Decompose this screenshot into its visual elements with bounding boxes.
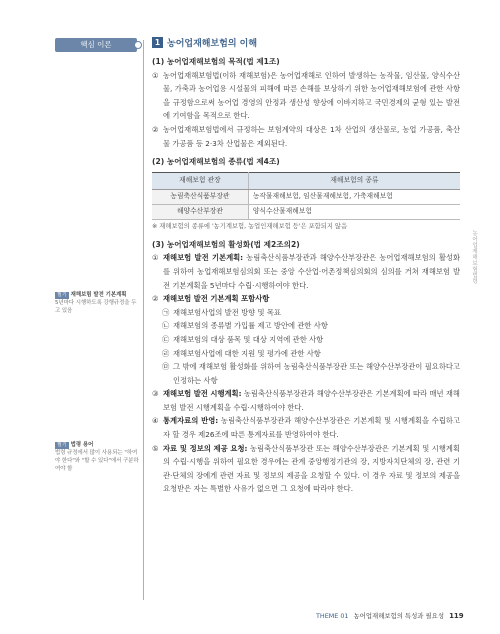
item-marker: ㉡ [162, 321, 170, 331]
footer-theme: THEME 01 [316, 612, 349, 620]
note-body: 5년마다 시행하도록 강행규정을 두고 있음 [55, 300, 137, 314]
table-row [152, 204, 460, 219]
table-cell: 해양수산부장관 [152, 204, 248, 219]
paragraph [152, 387, 460, 414]
table-note: ※ 재해보험의 종류에 '농기계보험, 농업인재해보험 등'은 포함되지 않음 [152, 222, 348, 230]
list-item [162, 319, 460, 333]
item-marker: ② [152, 124, 159, 134]
paragraph [152, 251, 460, 292]
paragraph [152, 292, 460, 306]
table-cell: 농림축산식품부장관 [152, 189, 248, 204]
table-header: 재해보험 관장 [152, 172, 248, 189]
item-marker: ㉠ [162, 307, 170, 317]
note-body: 법령 규정에서 많이 사용되는 "하여야 한다"와 "할 수 있다"에서 구분하여야 함 [55, 450, 139, 472]
table-cell: 농작물재해보험, 임산물재해보험, 가축재해보험 [248, 189, 460, 204]
section-title [152, 36, 460, 52]
paragraph-text: 농어업재해보험법(이하 재해보험)은 농어업재해로 인하여 발생하는 농작물, 임산물, 양식수산물, 가축과 농어업용 시설물의 피해에 따른 손해를 보상하기 위한 농어업재해보험에 관한 사항을 규정함으로써 농어업 경영의 안정과 생산성 향상에 이바지하고 국민경제의 균형 있는 발전에 기여함을 목적으로 한다. [163, 70, 460, 121]
list-item-text: 그 밖에 재해보험 활성화를 위하여 농림축산식품부장관 또는 해양수산부장관이 필요하다고 인정하는 사항 [173, 362, 460, 385]
item-marker: ㉣ [162, 348, 170, 358]
list-item [162, 360, 460, 387]
item-marker: ① [152, 70, 159, 80]
paragraph [152, 414, 460, 441]
section-title-text: 농어업재해보험의 이해 [167, 39, 258, 49]
item-marker: ㉢ [162, 334, 170, 344]
paragraph-text: 농림축산식품부장관 또는 해양수산부장관은 기본계획 및 시행계획의 수립·시행을 위하여 필요한 경우에는 관계 중앙행정기관의 장, 지방자치단체의 장, 관련 기관·단체의 장에게 관련 자료 및 정보의 제공을 요청할 수 있다. 이 경우 자료 및 정보의 제공을 요청받은 자는 특별한 사유가 없으면 그 요청에 따라야 한다. [163, 443, 460, 494]
sidebar-note-2 [55, 441, 139, 473]
insurance-type-table [152, 172, 460, 220]
sub-list [152, 306, 460, 388]
subsection-2 [152, 155, 460, 232]
subsection-title: (2) 농어업재해보험의 종류(법 제4조) [152, 157, 280, 167]
list-item-text: 재해보험사업에 대한 지원 및 평가에 관한 사항 [173, 348, 321, 358]
main-content [152, 36, 460, 501]
list-item-text: 재해보험의 대상 품목 및 대상 지역에 관한 사항 [173, 334, 324, 344]
table-cell: 양식수산물재해보험 [248, 204, 460, 219]
paragraph [152, 442, 460, 496]
page-number: 119 [449, 612, 464, 620]
list-item [162, 333, 460, 347]
item-marker: ① [152, 253, 159, 263]
table-row [152, 189, 460, 204]
item-marker: ㉤ [162, 362, 170, 372]
paragraph [152, 69, 460, 123]
keyword: 재해보험 발전 기본계획: [163, 253, 244, 263]
paragraph-text: 농림축산식품부장관과 해양수산부장관은 농어업재해보험의 활성화를 위하여 농업재해보험심의회 또는 중앙 수산업·어촌정책심의회의 심의를 거쳐 재해보험 발전 기본계획을 5년마다 수립·시행하여야 한다. [163, 253, 460, 290]
sidebar-divider [143, 40, 144, 600]
list-item-text: 재해보험사업의 발전 방향 및 목표 [173, 307, 281, 317]
list-item [162, 347, 460, 361]
item-marker: ④ [152, 416, 159, 426]
item-marker: ⑤ [152, 443, 159, 453]
page-footer [316, 611, 464, 620]
sidebar-note-1 [55, 291, 139, 315]
note-head: 법령 용어 [70, 442, 94, 448]
sidebar-label: 핵심 이론 [55, 38, 137, 52]
subsection-3 [152, 238, 460, 496]
section-number: 1 [152, 37, 163, 48]
table-header-row [152, 172, 460, 189]
subsection-title: (1) 농어업재해보험의 목적(법 제1조) [152, 57, 280, 66]
chapter-side-tab: 농어업재해보험법령 [471, 230, 477, 284]
table-header: 재해보험의 종류 [248, 172, 460, 189]
note-tag: 필기 [57, 292, 67, 298]
note-head: 재해보험 발전 기본계획 [70, 292, 127, 298]
keyword: 재해보험 발전 기본계획 포함사항 [163, 294, 270, 304]
note-tag: 필기 [57, 442, 67, 448]
keyword: 자료 및 정보의 제공 요청: [163, 443, 248, 453]
paragraph-text: 농림축산식품부장관과 해양수산부장관은 기본계획 및 시행계획을 수립하고자 할 경우 제26조에 따른 통계자료를 반영하여야 한다. [163, 416, 460, 440]
keyword: 통계자료의 반영: [163, 416, 219, 426]
subsection-1 [152, 55, 460, 150]
paragraph [152, 123, 460, 150]
subsection-title: (3) 농어업재해보험의 활성화(법 제2조의2) [152, 239, 300, 249]
item-marker: ③ [152, 389, 159, 399]
list-item [162, 306, 460, 320]
item-marker: ② [152, 294, 159, 304]
footer-title: 농어업재해보험의 특성과 필요성 [353, 612, 445, 620]
paragraph-text: 농림축산식품부장관과 해양수산부장관은 기본계획에 따라 매년 재해보험 발전 시행계획을 수립·시행하여야 한다. [163, 389, 460, 412]
paragraph-text: 농어업재해보험법에서 규정하는 보험계약의 대상은 1차 산업의 생산물로, 농업 가공품, 축산물 가공품 등 2·3차 산업물은 제외된다. [163, 124, 460, 148]
keyword: 재해보험 발전 시행계획: [163, 389, 242, 399]
list-item-text: 재해보험의 종류별 가입률 제고 방안에 관한 사항 [173, 321, 328, 331]
